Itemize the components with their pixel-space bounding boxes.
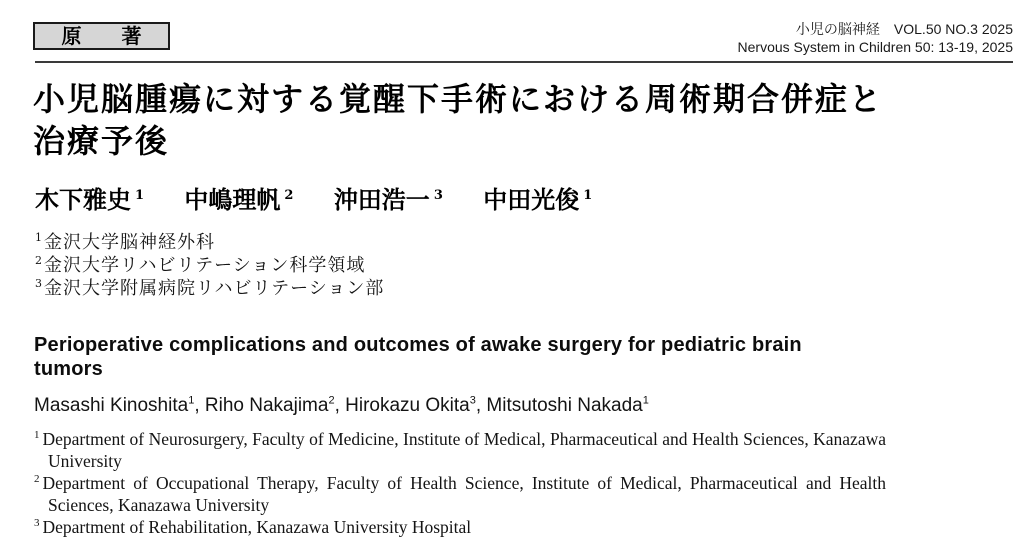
affiliation-list-ja xyxy=(35,231,384,300)
author-ja xyxy=(334,185,443,214)
article-type-badge xyxy=(33,22,170,50)
affiliation-ja-sup: 2 xyxy=(35,254,42,267)
affiliation-list-en xyxy=(34,428,886,538)
journal-info xyxy=(738,21,1013,56)
author-en-affiliation-sup: 3 xyxy=(469,394,476,407)
affiliation-en xyxy=(34,472,886,516)
author-ja-affiliation-sup: 3 xyxy=(433,188,443,203)
author-en-affiliation-sup: 1 xyxy=(642,394,649,407)
author-en xyxy=(34,395,205,416)
affiliation-ja xyxy=(35,231,384,254)
author-list-ja xyxy=(35,186,624,214)
author-en-separator: , xyxy=(194,395,205,416)
article-title-en-line2: tumors xyxy=(34,358,103,380)
author-ja xyxy=(483,185,592,214)
author-ja-name: 木下雅史 xyxy=(35,185,131,214)
article-type-label: 原 著 xyxy=(61,24,152,48)
affiliation-ja-text: 金沢大学リハビリテーション科学領域 xyxy=(44,255,366,276)
affiliation-en xyxy=(34,428,886,472)
author-list-en xyxy=(34,394,649,417)
author-ja-name: 中田光俊 xyxy=(483,185,580,214)
article-title-en-line1: Perioperative complications and outcomes of awake surgery for pediatric brain xyxy=(34,334,802,356)
affiliation-ja xyxy=(35,254,384,277)
author-en-affiliation-sup: 2 xyxy=(328,394,335,407)
affiliation-en-sup: 2 xyxy=(34,473,40,486)
author-en-name: Mitsutoshi Nakada xyxy=(486,395,643,416)
affiliation-en-text: Department of Neurosurgery, Faculty of Medicine, Institute of Medical, Pharmaceutical and Health Sciences, Kanazawa University xyxy=(42,429,886,471)
affiliation-en-text: Department of Rehabilitation, Kanazawa University Hospital xyxy=(42,517,472,537)
author-en-name: Hirokazu Okita xyxy=(345,395,470,416)
author-en xyxy=(205,395,345,416)
author-ja-affiliation-sup: 2 xyxy=(284,188,294,203)
author-ja xyxy=(184,185,293,214)
article-title-ja xyxy=(33,78,883,162)
article-title-en xyxy=(34,333,802,381)
affiliation-en-sup: 1 xyxy=(34,429,40,442)
affiliation-en xyxy=(34,516,886,538)
author-en-separator: , xyxy=(334,395,346,416)
affiliation-ja-sup: 1 xyxy=(35,231,42,244)
affiliation-ja-text: 金沢大学附属病院リハビリテーション部 xyxy=(44,278,385,299)
author-en xyxy=(345,395,486,416)
author-en-name: Masashi Kinoshita xyxy=(34,395,189,416)
author-ja-affiliation-sup: 1 xyxy=(135,188,145,203)
article-title-ja-line2: 治療予後 xyxy=(33,122,170,160)
author-ja xyxy=(35,185,144,214)
author-en xyxy=(486,395,648,416)
author-ja-affiliation-sup: 1 xyxy=(583,188,593,203)
author-ja-name: 沖田浩一 xyxy=(333,185,430,214)
author-ja-name: 中嶋理帆 xyxy=(184,185,281,214)
affiliation-ja xyxy=(35,277,384,300)
journal-title-ja: 小児の脳神経 VOL.50 NO.3 2025 xyxy=(795,21,1013,37)
journal-citation-en: Nervous System in Children 50: 13-19, 2025 xyxy=(737,38,1013,55)
header-divider-rule xyxy=(35,61,1013,63)
affiliation-en-sup: 3 xyxy=(34,517,40,530)
affiliation-ja-text: 金沢大学脳神経外科 xyxy=(44,232,215,253)
author-en-name: Riho Nakajima xyxy=(204,395,329,416)
author-en-separator: , xyxy=(475,395,487,416)
author-en-affiliation-sup: 1 xyxy=(188,394,195,407)
affiliation-ja-sup: 3 xyxy=(35,277,42,290)
article-title-ja-line1: 小児脳腫瘍に対する覚醒下手術における周術期合併症と xyxy=(33,80,884,118)
affiliation-en-text: Department of Occupational Therapy, Faculty of Health Science, Institute of Medical, Pharmaceutical and Health Sciences, Kanazawa University xyxy=(42,473,886,515)
